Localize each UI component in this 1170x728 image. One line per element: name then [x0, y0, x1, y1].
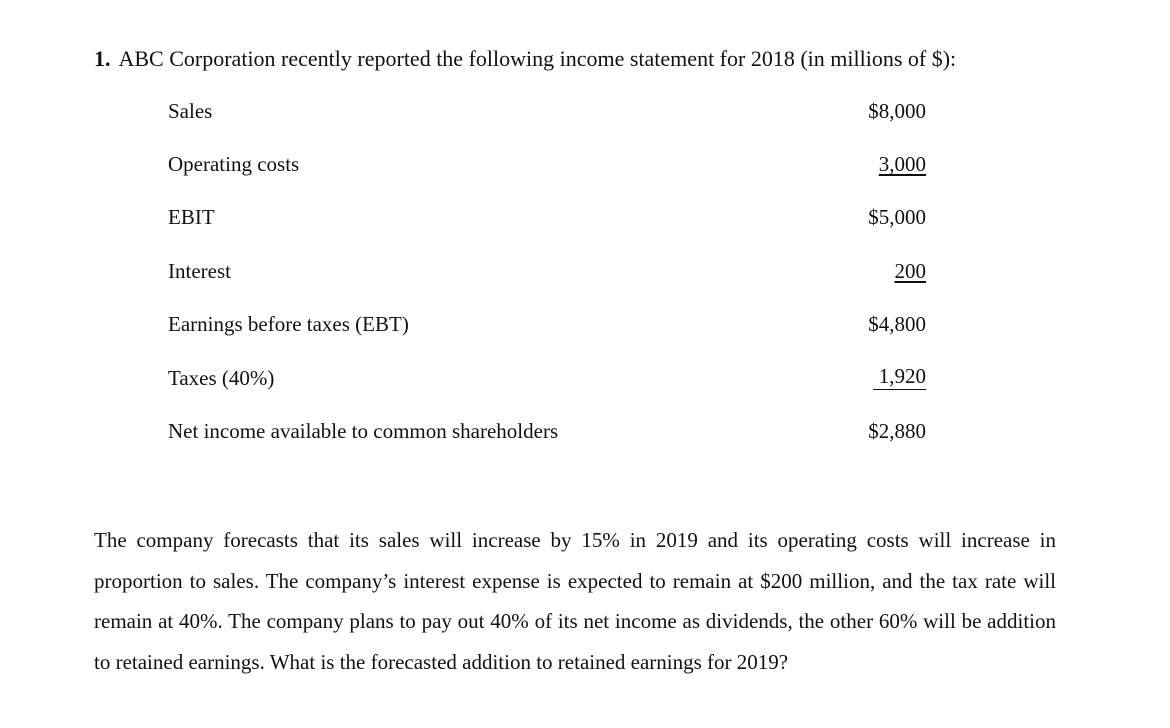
- row-value-operating-costs: 3,000: [878, 152, 926, 176]
- question-text: ABC Corporation recently reported the following income statement for 2018 (in millions of $):: [118, 46, 957, 71]
- row-label-net-income: Net income available to common shareholders: [168, 419, 559, 443]
- row-value-interest: 200: [894, 259, 926, 283]
- row-label-taxes: Taxes (40%): [168, 366, 275, 390]
- row-interest: [168, 256, 926, 286]
- row-label-operating-costs: Operating costs: [168, 152, 300, 176]
- row-operating-costs: [168, 149, 926, 179]
- row-ebt: [168, 309, 926, 339]
- row-label-ebt: Earnings before taxes (EBT): [168, 312, 409, 336]
- row-sales: [168, 96, 926, 126]
- question-number: 1.: [94, 46, 111, 71]
- row-label-interest: Interest: [168, 259, 231, 283]
- problem-paragraph: The company forecasts that its sales will increase by 15% in 2019 and its operating costs will increase in proportion to sales. The company’s interest expense is expected to remain at $200 million, and the tax rate will remain at 40%. The company plans to pay out 40% of its net income as dividends, the other 60% will be addition to retained earnings. What is the forecasted addition to retained earnings for 2019?: [94, 528, 1056, 674]
- row-taxes: [168, 363, 926, 393]
- row-value-sales: $8,000: [868, 99, 926, 123]
- row-value-ebit: $5,000: [868, 205, 926, 229]
- row-value-ebt: $4,800: [868, 312, 926, 336]
- row-net-income: [168, 416, 926, 446]
- row-value-taxes: 1,920: [873, 363, 926, 390]
- row-value-net-income: $2,880: [868, 419, 926, 443]
- row-ebit: [168, 202, 926, 232]
- row-label-ebit: EBIT: [168, 205, 215, 229]
- row-label-sales: Sales: [168, 99, 213, 123]
